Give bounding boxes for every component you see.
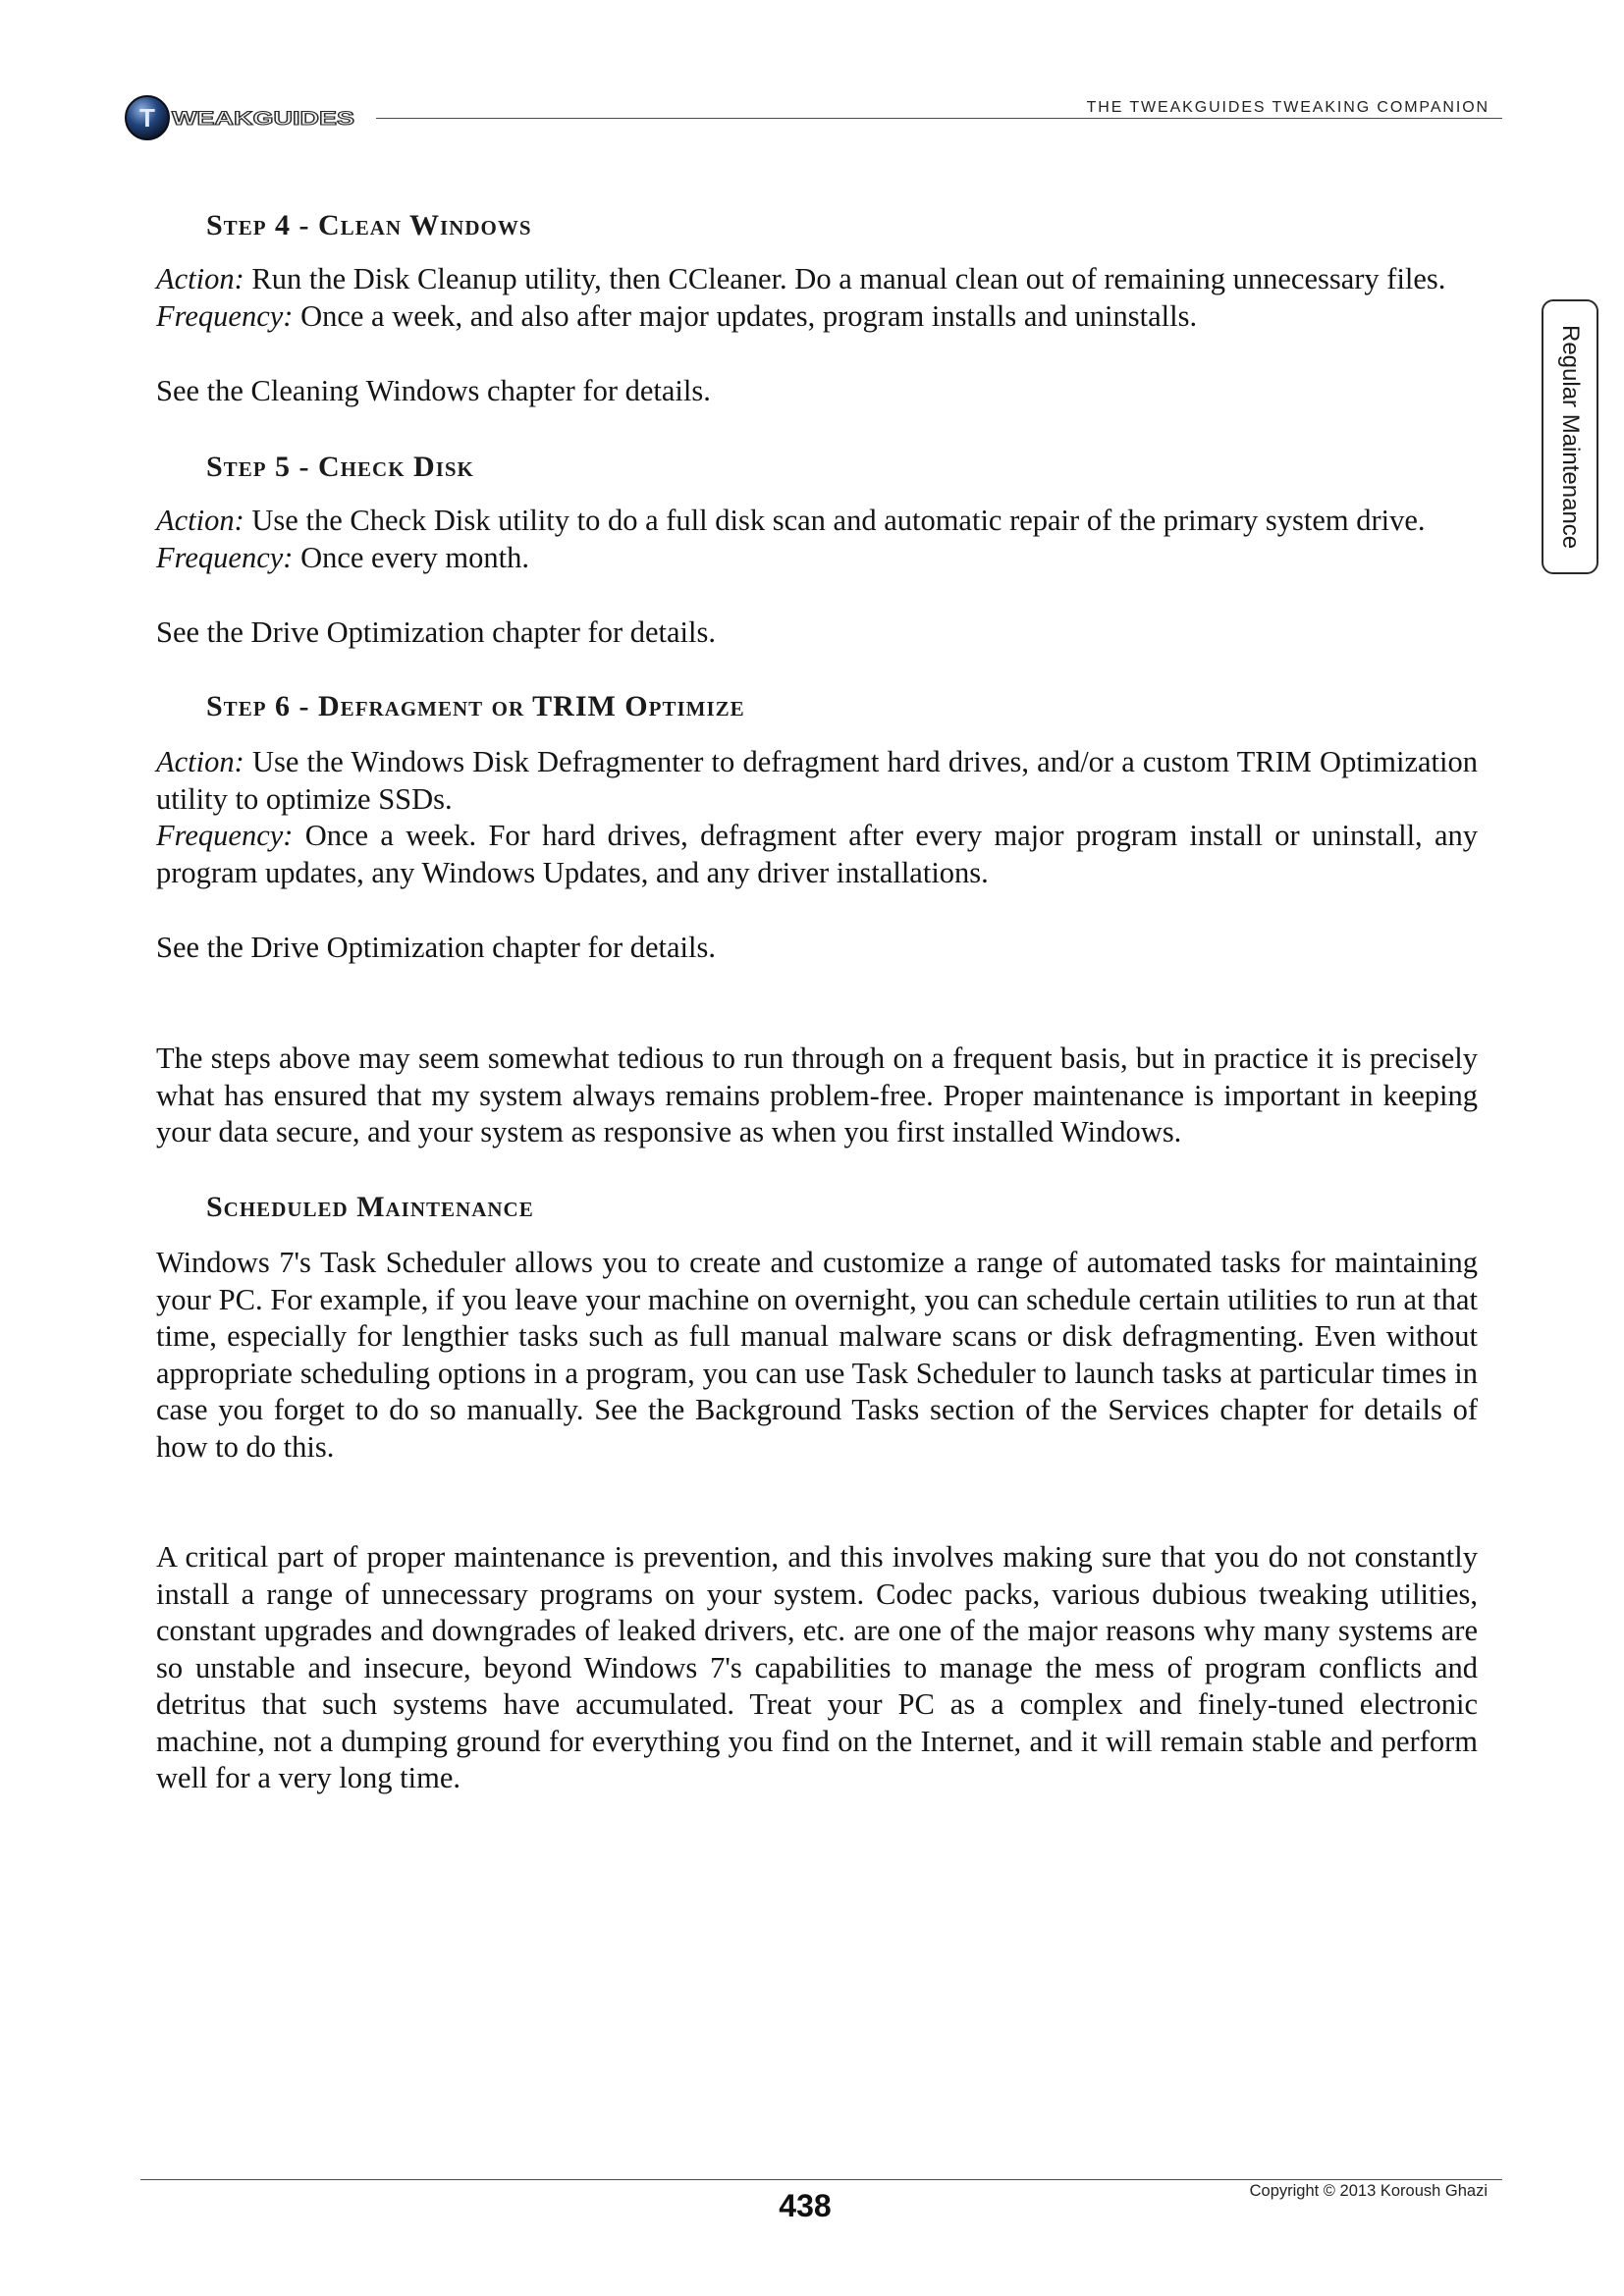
step-6-action bbox=[156, 744, 1478, 818]
copyright-notice: Copyright © 2013 Koroush Ghazi bbox=[1249, 2182, 1488, 2200]
step-6-heading: Step 6 - Defragment or TRIM Optimize bbox=[206, 690, 745, 722]
frequency-label: Frequency: bbox=[156, 819, 294, 852]
step-5-heading: Step 5 - Check Disk bbox=[206, 451, 474, 483]
header-rule bbox=[376, 118, 1502, 119]
action-label: Action: bbox=[156, 504, 244, 537]
step-6-details bbox=[156, 744, 1478, 891]
scheduled-maintenance-paragraph: Windows 7's Task Scheduler allows you to create and customize a range of automated tasks for maintaining your PC. For example, if you leave your machine on overnight, you can schedule certain utilities to run at that time, especially for lengthier tasks such as full manual malware scans or disk defragmenting. Even without appropriate scheduling options in a program, you can use Task Scheduler to launch tasks at particular times in case you forget to do so manually. See the Background Tasks section of the Services chapter for details of how to do this. bbox=[156, 1246, 1478, 1464]
step-4-frequency bbox=[156, 298, 1478, 336]
step-5-action bbox=[156, 503, 1478, 540]
side-tab-label: Regular Maintenance bbox=[1557, 324, 1584, 550]
logo-wordmark: WEAKGUIDES bbox=[172, 109, 354, 130]
step-4-details bbox=[156, 261, 1478, 335]
step-5-frequency bbox=[156, 540, 1478, 577]
frequency-text: Once a week, and also after major updates, program installs and uninstalls. bbox=[300, 298, 1198, 333]
summary-paragraph: The steps above may seem somewhat tedious to run through on a frequent basis, but in practice it is precisely what has ensured that my system always remains problem-free. Proper maintenance is important in keeping your data secure, and your system as responsive as when you first installed Windows. bbox=[156, 1041, 1478, 1148]
step-5-details bbox=[156, 503, 1478, 576]
scheduled-maintenance-heading: Scheduled Maintenance bbox=[206, 1191, 534, 1223]
frequency-label: Frequency: bbox=[156, 298, 294, 333]
action-text: Use the Windows Disk Defragmenter to defragment hard drives, and/or a custom TRIM Optimization utility to optimize SSDs. bbox=[156, 745, 1479, 816]
action-text: Run the Disk Cleanup utility, then CCleaner. Do a manual clean out of remaining unnecessary files. bbox=[251, 262, 1446, 295]
frequency-label: Frequency: bbox=[156, 540, 294, 574]
step-4-action bbox=[156, 261, 1478, 298]
section-side-tab bbox=[1542, 299, 1598, 574]
action-text: Use the Check Disk utility to do a full disk scan and automatic repair of the primary system drive. bbox=[251, 504, 1426, 537]
step-4-see-also: See the Cleaning Windows chapter for details. bbox=[156, 374, 711, 407]
frequency-text: Once every month. bbox=[300, 540, 529, 574]
action-label: Action: bbox=[156, 745, 244, 778]
running-header-title: THE TWEAKGUIDES TWEAKING COMPANION bbox=[1086, 99, 1489, 116]
prevention-paragraph: A critical part of proper maintenance is prevention, and this involves making sure that you do not constantly install a range of unnecessary programs on your system. Codec packs, various dubious tweaking utilities, constant upgrades and downgrades of leaked drivers, etc. are one of the major reasons why many systems are so unstable and insecure, beyond Windows 7's capabilities to manage the mess of program conflicts and detritus that such systems have accumulated. Treat your PC as a complex and finely-tuned electronic machine, not a dumping ground for everything you find on the Internet, and it will remain stable and perform well for a very long time. bbox=[156, 1540, 1478, 1794]
step-4-heading: Step 4 - Clean Windows bbox=[206, 209, 532, 241]
page-number: 438 bbox=[779, 2188, 832, 2223]
frequency-text: Once a week. For hard drives, defragment after every major program install or uninstall, any program updates, any Windows Updates, and any driver installations. bbox=[156, 819, 1478, 889]
step-6-frequency bbox=[156, 818, 1478, 891]
logo-initial: T bbox=[139, 103, 155, 133]
step-5-see-also: See the Drive Optimization chapter for details. bbox=[156, 615, 716, 649]
action-label: Action: bbox=[156, 262, 244, 295]
tweakguides-logo bbox=[123, 93, 358, 142]
footer-rule bbox=[140, 2179, 1502, 2180]
step-6-see-also: See the Drive Optimization chapter for details. bbox=[156, 931, 716, 964]
